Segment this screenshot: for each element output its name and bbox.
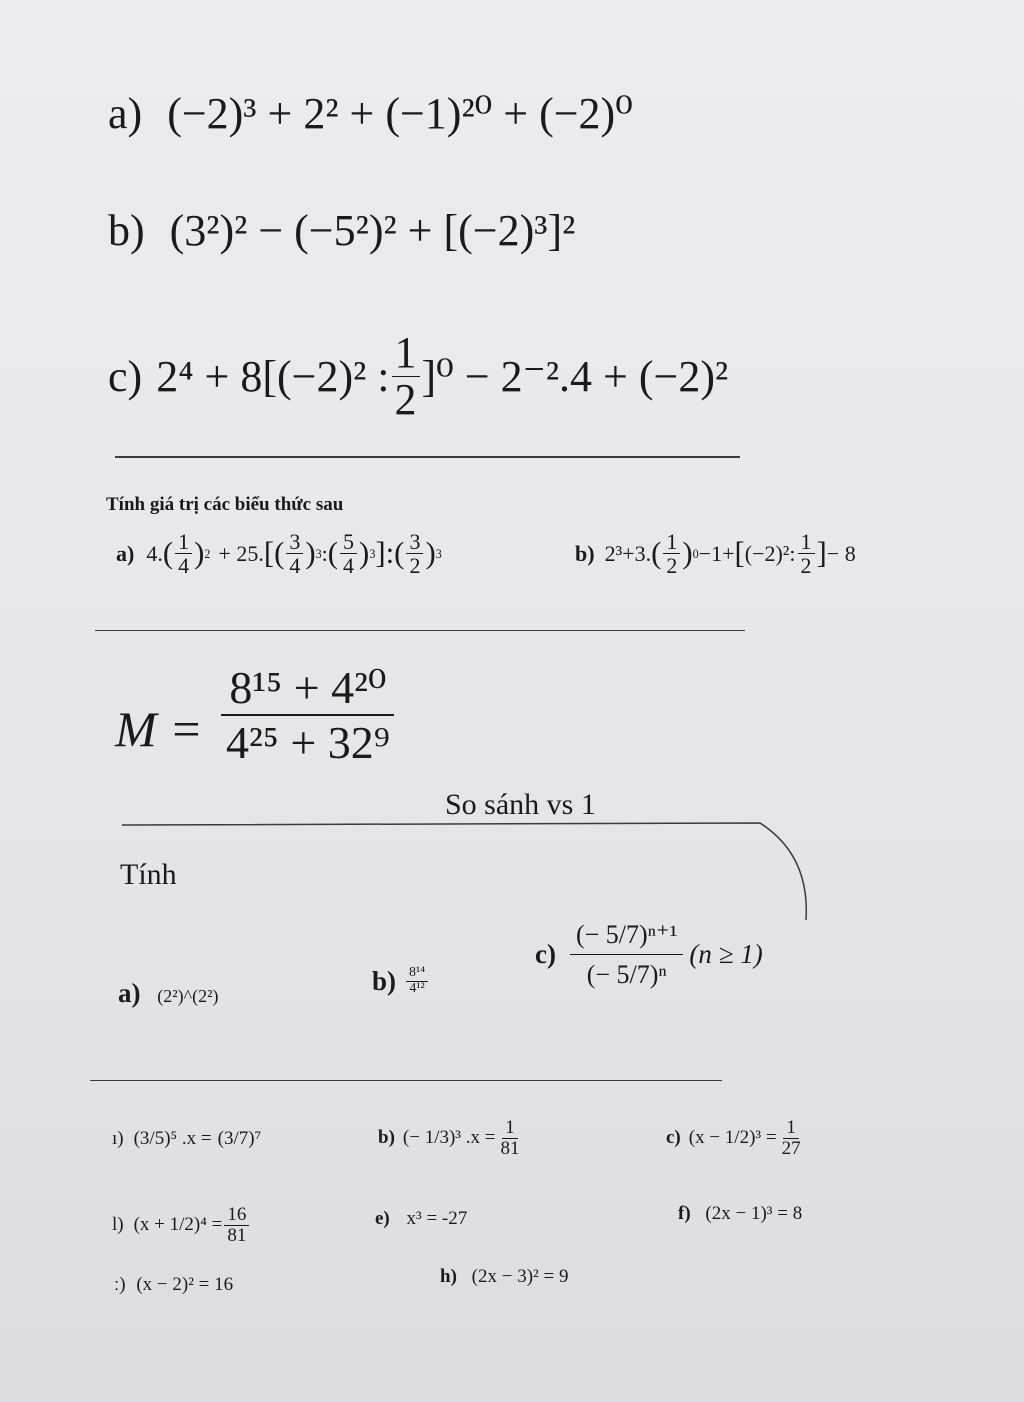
exercise-label: b) xyxy=(575,540,595,566)
fraction-denominator: (− 5/7)ⁿ xyxy=(586,960,667,990)
exercise-label: ı) xyxy=(112,1128,124,1149)
exercise-label: e) xyxy=(375,1208,390,1229)
math-expression: (−2)³ + 2² + (−1)²⁰ + (−2)⁰ xyxy=(167,89,633,138)
fraction-numerator: 1 xyxy=(783,1118,799,1139)
exercise-5g xyxy=(114,1274,233,1296)
exercise-5f xyxy=(678,1203,802,1225)
math-expression: x³ = -27 xyxy=(406,1208,468,1229)
fraction xyxy=(779,1118,804,1159)
fraction-numerator: 1 xyxy=(502,1118,518,1139)
exercise-label: ː) xyxy=(114,1274,126,1295)
math-expression: (x − 2)² = 16 xyxy=(136,1274,234,1295)
fraction-numerator: 3 xyxy=(406,530,423,554)
exercise-label: h) xyxy=(440,1266,457,1287)
section-heading: Tính xyxy=(120,858,177,891)
fraction-denominator: 2 xyxy=(409,553,421,579)
fraction-denominator: 27 xyxy=(781,1137,801,1159)
fraction-numerator: 3 xyxy=(286,530,303,554)
fraction-numerator: 8¹⁵ + 4²⁰ xyxy=(221,660,394,716)
math-expression: (− 1/3)³ .x = xyxy=(402,1127,496,1149)
exercise-label: a) xyxy=(116,540,135,566)
math-text: 2³+3. xyxy=(604,540,652,566)
exercise-label: c) xyxy=(535,939,556,970)
exercise-5b xyxy=(378,1118,524,1159)
exercise-5d xyxy=(112,1205,251,1246)
fraction-denominator: 81 xyxy=(500,1137,520,1159)
exercise-5h xyxy=(440,1266,568,1288)
math-expression: 2⁴ + 8[(−2)² : xyxy=(156,352,390,402)
fraction-denominator: 4²⁵ + 32⁹ xyxy=(226,717,390,768)
math-expression: (x − 1/2)³ = xyxy=(688,1127,777,1149)
condition: (n ≥ 1) xyxy=(689,939,763,970)
fraction-numerator: 1 xyxy=(175,530,192,554)
fraction xyxy=(406,966,428,996)
exercise-5a xyxy=(112,1128,261,1150)
fraction-denominator: 2 xyxy=(666,553,678,579)
fraction-numerator: 5 xyxy=(340,530,357,554)
fraction-lhs: M = xyxy=(115,701,203,757)
exercise-2a: a) 4. ( $\frac{1}{4}$ ) 2 + 25. [( $\frac{3}{4}$ ) 3 : ( $\frac{5}{4}$ ) 3 ]:( $\frac{3}{2}$ ) 3 xyxy=(116,529,442,579)
fraction-numerator: 16 xyxy=(224,1205,249,1226)
math-expression: (2x − 1)³ = 8 xyxy=(705,1203,803,1224)
math-expression: (3²)² − (−5²)² + [(−2)³]² xyxy=(169,206,576,255)
math-text: + 25. xyxy=(218,540,264,566)
fraction-numerator: 1 xyxy=(663,530,680,554)
divider xyxy=(90,1080,722,1081)
fraction-numerator: 8¹⁴ xyxy=(406,966,428,982)
exercise-1a xyxy=(108,88,633,139)
math-expression: (3/7)⁷ xyxy=(217,1128,262,1149)
fraction xyxy=(497,1118,522,1159)
fraction xyxy=(224,1205,249,1246)
fraction-denominator: 4 xyxy=(343,553,355,579)
exercise-label: a) xyxy=(108,89,143,138)
m-fraction xyxy=(218,660,398,769)
exercise-4a xyxy=(118,978,218,1009)
math-text: (−2)²: xyxy=(744,540,796,566)
fraction-denominator: 4 xyxy=(289,553,301,579)
math-expression: (2x − 3)² = 9 xyxy=(471,1266,569,1287)
exercise-label: b) xyxy=(108,206,145,255)
math-text: − 8 xyxy=(826,540,856,566)
exercise-1b xyxy=(108,205,575,256)
fraction xyxy=(392,330,420,423)
exercise-5e xyxy=(375,1208,467,1230)
exercise-4c xyxy=(535,915,763,995)
fraction-denominator: 2 xyxy=(800,553,812,579)
fraction-denominator: 2 xyxy=(394,375,417,425)
exercise-5c xyxy=(666,1118,806,1159)
comparison-note: So sánh vs 1 xyxy=(445,788,596,821)
exercise-4b xyxy=(372,966,430,997)
exercise-2b: b) 2³+3. ( $\frac{1}{2}$ ) 0 −1+ [ (−2)²: $\frac{1}{2}$ ] − 8 xyxy=(575,529,856,579)
math-expression: (x + 1/2)⁴ = xyxy=(133,1214,223,1236)
fraction-denominator: 81 xyxy=(227,1224,247,1246)
math-expression: (2²)^(2²) xyxy=(157,986,219,1006)
exercise-label: l) xyxy=(112,1214,124,1236)
math-expression: (3/5)⁵ .x = xyxy=(133,1128,212,1149)
fraction-denominator: 4 xyxy=(178,553,190,579)
divider xyxy=(95,630,745,631)
divider xyxy=(115,456,740,458)
fraction-numerator: 1 xyxy=(392,330,420,377)
math-text: −1+ xyxy=(698,540,735,566)
exercise-label: a) xyxy=(118,978,141,1008)
exercise-label: c) xyxy=(108,352,143,402)
exercise-1c xyxy=(108,330,728,423)
exercise-label: c) xyxy=(666,1127,681,1149)
exercise-label: b) xyxy=(378,1127,395,1149)
fraction-numerator: (− 5/7)ⁿ⁺¹ xyxy=(570,915,683,955)
math-expression: ]⁰ − 2⁻².4 + (−2)² xyxy=(421,352,729,402)
bracket-line xyxy=(120,815,820,925)
math-text: 4. xyxy=(146,540,163,566)
fraction xyxy=(570,915,683,995)
section-heading: Tính giá trị các biểu thức sau xyxy=(106,494,344,515)
exercise-label: b) xyxy=(372,966,397,996)
fraction-denominator: 4¹² xyxy=(409,981,425,996)
fraction-numerator: 1 xyxy=(798,530,815,554)
exercise-label: f) xyxy=(678,1203,691,1224)
